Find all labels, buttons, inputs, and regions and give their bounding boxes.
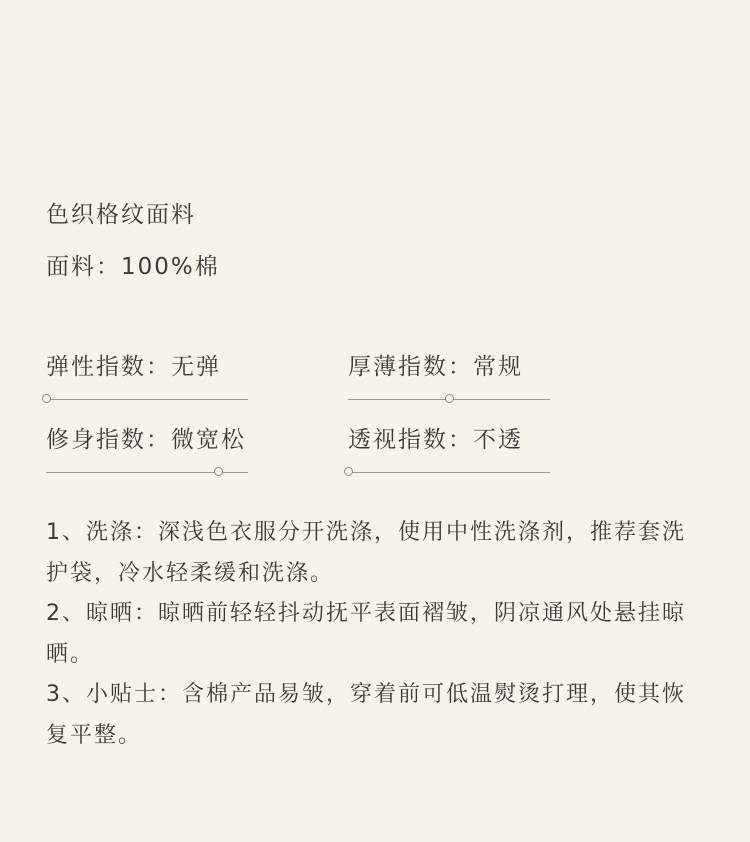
product-title: 色织格纹面料	[46, 202, 196, 228]
elasticity-scale	[46, 394, 248, 406]
scale-marker	[344, 467, 353, 476]
care-instructions	[46, 513, 708, 756]
fit-scale	[46, 467, 248, 479]
care-dry: 2、晾晒：晾晒前轻轻抖动抚平表面褶皱，阴凉通风处悬挂晾晒。	[46, 601, 686, 667]
thickness-index	[348, 348, 550, 406]
scale-track	[46, 399, 248, 400]
sheerness-scale	[348, 467, 550, 479]
thickness-index-label: 厚薄指数：常规	[348, 354, 523, 380]
thickness-scale	[348, 394, 550, 406]
sheerness-index-label: 透视指数：不透	[348, 427, 523, 453]
care-tips: 3、小贴士：含棉产品易皱，穿着前可低温熨烫打理，使其恢复平整。	[46, 682, 686, 748]
fabric-composition: 面料：100%棉	[46, 254, 220, 280]
fit-index-label: 修身指数：微宽松	[46, 427, 246, 453]
elasticity-index-label: 弹性指数：无弹	[46, 354, 221, 380]
scale-marker	[445, 394, 454, 403]
scale-marker	[214, 467, 223, 476]
fit-index	[46, 421, 248, 479]
elasticity-index	[46, 348, 248, 406]
scale-track	[348, 472, 550, 473]
sheerness-index	[348, 421, 550, 479]
care-wash: 1、洗涤：深浅色衣服分开洗涤，使用中性洗涤剂，推荐套洗护袋，冷水轻柔缓和洗涤。	[46, 520, 686, 586]
scale-marker	[42, 394, 51, 403]
